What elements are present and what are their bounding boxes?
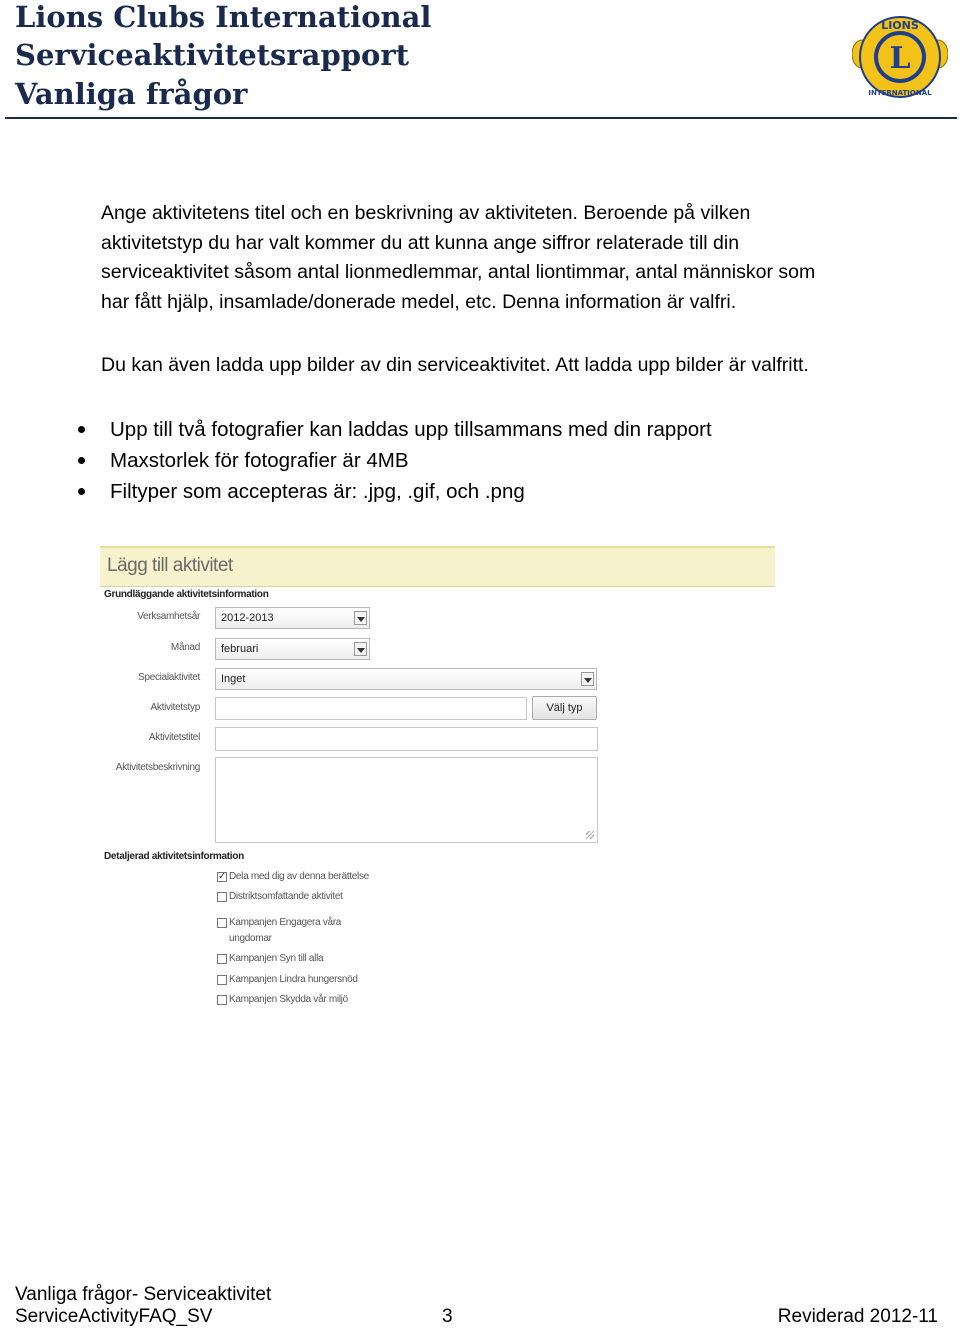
form-title: Lägg till aktivitet (107, 555, 233, 576)
intro-line: serviceaktivitet såsom antal lionmedlemmar, antal liontimmar, antal människor som (101, 261, 816, 283)
list-item: Filtyper som accepteras är: .jpg, .gif, och .png (75, 476, 935, 507)
activity-type-label: Aktivitetstyp (150, 702, 200, 713)
special-activity-select[interactable]: Inget (215, 668, 597, 690)
checkbox-relieve-hunger[interactable]: Kampanjen Lindra hungersnöd (217, 972, 358, 988)
checkbox-protect-environment[interactable]: Kampanjen Skydda vår miljö (217, 992, 348, 1008)
page-number: 3 (442, 1306, 453, 1327)
checkbox-icon[interactable] (217, 975, 227, 985)
add-activity-form-screenshot (100, 546, 775, 1016)
checkbox-sight-for-all[interactable]: Kampanjen Syn till alla (217, 951, 323, 967)
footer-revised: Reviderad 2012-11 (777, 1306, 938, 1327)
year-label: Verksamhetsår (137, 611, 200, 622)
section-basic-info: Grundläggande aktivitetsinformation (104, 589, 269, 600)
chevron-down-icon (354, 642, 367, 656)
svg-text:LIONS: LIONS (881, 19, 919, 32)
activity-description-label: Aktivitetsbeskrivning (115, 762, 200, 773)
choose-type-button[interactable]: Välj typ (532, 696, 597, 720)
month-select[interactable]: februari (215, 638, 370, 660)
photo-paragraph: Du kan även ladda upp bilder av din serviceaktivitet. Att ladda upp bilder är valfritt. (101, 354, 809, 376)
chevron-down-icon (581, 672, 594, 686)
header-line-3: Vanliga frågor (15, 77, 248, 111)
footer-title: Vanliga frågor- Serviceaktivitet (15, 1284, 272, 1305)
checkbox-share-story[interactable]: ✓ Dela med dig av denna berättelse (217, 869, 369, 885)
bullet-icon (78, 457, 85, 464)
activity-description-textarea[interactable] (215, 757, 598, 843)
intro-paragraph (101, 199, 931, 317)
bullet-icon (78, 488, 85, 495)
footer-doc-id: ServiceActivityFAQ_SV (15, 1306, 213, 1327)
checkbox-checked-icon[interactable] (217, 872, 227, 882)
activity-type-field[interactable] (215, 697, 527, 720)
photo-rules-list (75, 414, 935, 507)
svg-text:L: L (889, 41, 911, 76)
header-line-2: Serviceaktivitetsrapport (15, 38, 410, 72)
bullet-icon (78, 426, 85, 433)
checkbox-icon[interactable] (217, 918, 227, 928)
checkbox-icon[interactable] (217, 995, 227, 1005)
list-item: Maxstorlek för fotografier är 4MB (75, 445, 935, 476)
year-select[interactable]: 2012-2013 (215, 607, 370, 629)
special-activity-label: Specialaktivitet (138, 672, 200, 683)
checkbox-icon[interactable] (217, 892, 227, 902)
checkbox-icon[interactable] (217, 954, 227, 964)
chevron-down-icon (354, 611, 367, 625)
intro-line: har fått hjälp, insamlade/donerade medel, etc. Denna information är valfri. (101, 290, 737, 313)
intro-line: Ange aktivitetens titel och en beskrivning av aktiviteten. Beroende på vilken (101, 202, 751, 224)
form-header (100, 546, 775, 587)
svg-text:INTERNATIONAL: INTERNATIONAL (868, 89, 932, 97)
checkbox-engage-youth[interactable]: Kampanjen Engagera våra ungdomar (217, 915, 341, 947)
header-line-1: Lions Clubs International (15, 0, 432, 34)
section-detail-info: Detaljerad aktivitetsinformation (104, 851, 244, 862)
checkbox-district-wide[interactable]: Distriktsomfattande aktivitet (217, 889, 343, 905)
intro-line: aktivitetstyp du har valt kommer du att kunna ange siffror relaterade till din (101, 231, 740, 254)
month-label: Månad (170, 642, 200, 653)
resize-grip-icon[interactable] (586, 831, 594, 839)
activity-title-input[interactable] (215, 727, 598, 751)
activity-title-label: Aktivitetstitel (148, 732, 200, 743)
list-item: Upp till två fotografier kan laddas upp tillsammans med din rapport (75, 414, 935, 445)
header-rule (5, 117, 957, 119)
lions-logo (852, 12, 948, 102)
